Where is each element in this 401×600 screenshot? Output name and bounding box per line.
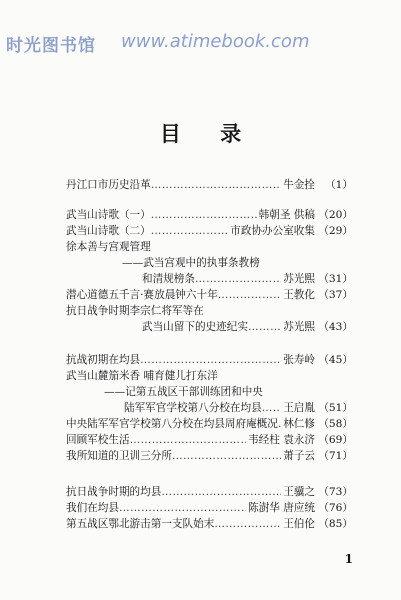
leader-dots (214, 516, 281, 532)
entry-title: 武当山诗歌（一） (66, 209, 151, 221)
leader-dots (248, 319, 281, 335)
entry-page: （71） (318, 450, 353, 462)
entry-author: 韩朝圣 供稿 (258, 209, 315, 221)
toc-entry[interactable] (66, 223, 353, 239)
entry-title: 回顾军校生活 (66, 434, 130, 446)
entry-page: （73） (318, 486, 353, 498)
entry-title[interactable]: 徐本善与宫观管理 (66, 241, 151, 253)
entry-author: 市政协办公室收集 (230, 225, 315, 237)
toc-entry[interactable] (66, 484, 353, 500)
toc-entry[interactable] (66, 500, 353, 516)
leader-dots (161, 484, 281, 500)
page-number: 1 (344, 552, 353, 566)
entry-title: 我们在均县 (66, 502, 119, 514)
entry-author: 王伯伦 (283, 518, 315, 530)
toc-entry[interactable] (142, 271, 353, 287)
entry-title[interactable]: 抗日战争时期李宗仁将军等在 (66, 305, 204, 317)
leader-dots (119, 500, 246, 516)
entry-page: （69） (318, 434, 353, 446)
toc-entry[interactable] (66, 177, 353, 193)
entry-title: 我所知道的卫训三分所 (66, 450, 172, 462)
entry-author: 王教化 (283, 289, 315, 301)
entry-page: （29） (318, 225, 353, 237)
entry-subtitle: ——武当宫观中的执事条教榜 (122, 257, 260, 269)
leader-dots (262, 400, 282, 416)
entry-author: 王骥之 (283, 486, 315, 498)
entry-author: 张寿岭 (283, 354, 315, 366)
entry-page: （1） (325, 179, 353, 191)
entry-page: （76） (318, 502, 353, 514)
leader-dots (151, 177, 281, 193)
entry-page: （31） (318, 273, 353, 285)
entry-page: （37） (318, 289, 353, 301)
entry-author: 陈澍华 唐应统 (248, 502, 315, 514)
watermark-en: www.atimebook.com (121, 31, 310, 52)
entry-page: （85） (318, 518, 353, 530)
leader-dots (195, 271, 281, 287)
entry-author: 王启胤 (283, 402, 315, 414)
entry-title: 中央陆军军官学校第八分校在均县周府庵概况 (66, 418, 278, 430)
entry-title[interactable]: 武当山麓笳米香 哺育健儿打东洋 (66, 370, 218, 382)
entry-author: 萧子云 (283, 450, 315, 462)
entry-page: （58） (318, 418, 353, 430)
entry-title: 抗日战争时期的均县 (66, 486, 162, 498)
entry-page: （51） (318, 402, 353, 414)
toc-entry[interactable] (66, 352, 353, 368)
entry-author: 苏光熙 (283, 321, 315, 333)
entry-page: （45） (318, 354, 353, 366)
entry-author: 韦经柱 袁永济 (248, 434, 315, 446)
toc-entry[interactable] (66, 516, 353, 532)
leader-dots (218, 287, 282, 303)
toc-entry[interactable] (124, 400, 353, 416)
entry-author: 苏光熙 (283, 273, 315, 285)
page-title: 目 录 (159, 121, 258, 146)
entry-subtitle: ——记第五战区干部训练团和中央 (104, 386, 263, 398)
entry-title: 武当山留下的史迹纪实 (142, 321, 248, 333)
entry-title: 陆军军官学校第八分校在均县 (124, 402, 262, 414)
toc-entry[interactable] (66, 432, 353, 448)
entry-title: 抗战初期在均县 (66, 354, 141, 366)
toc-entry[interactable] (66, 207, 353, 223)
entry-title: 武当山诗歌（二） (66, 225, 151, 237)
entry-title: 第五战区鄂北游击第一支队始末 (66, 518, 215, 530)
leader-dots (151, 223, 229, 239)
toc-entry[interactable] (66, 287, 353, 303)
entry-page: （43） (318, 321, 353, 333)
leader-dots (130, 432, 247, 448)
leader-dots (151, 207, 257, 223)
entry-title: 丹江口市历史沿革 (66, 179, 151, 191)
toc-entry[interactable] (66, 416, 353, 432)
toc-entry[interactable] (142, 319, 353, 335)
entry-page: （20） (318, 209, 353, 221)
entry-title: 和清规榜条 (142, 273, 195, 285)
watermark-cn: 时光图书馆 (6, 36, 96, 56)
toc-entry[interactable] (66, 448, 353, 464)
entry-author: 林仁修 (283, 418, 315, 430)
leader-dots (140, 352, 281, 368)
leader-dots (172, 448, 281, 464)
entry-title: 潜心道德五千言·赛放晨钟六十年 (66, 289, 218, 301)
entry-author: 牛金拴 (283, 179, 315, 191)
